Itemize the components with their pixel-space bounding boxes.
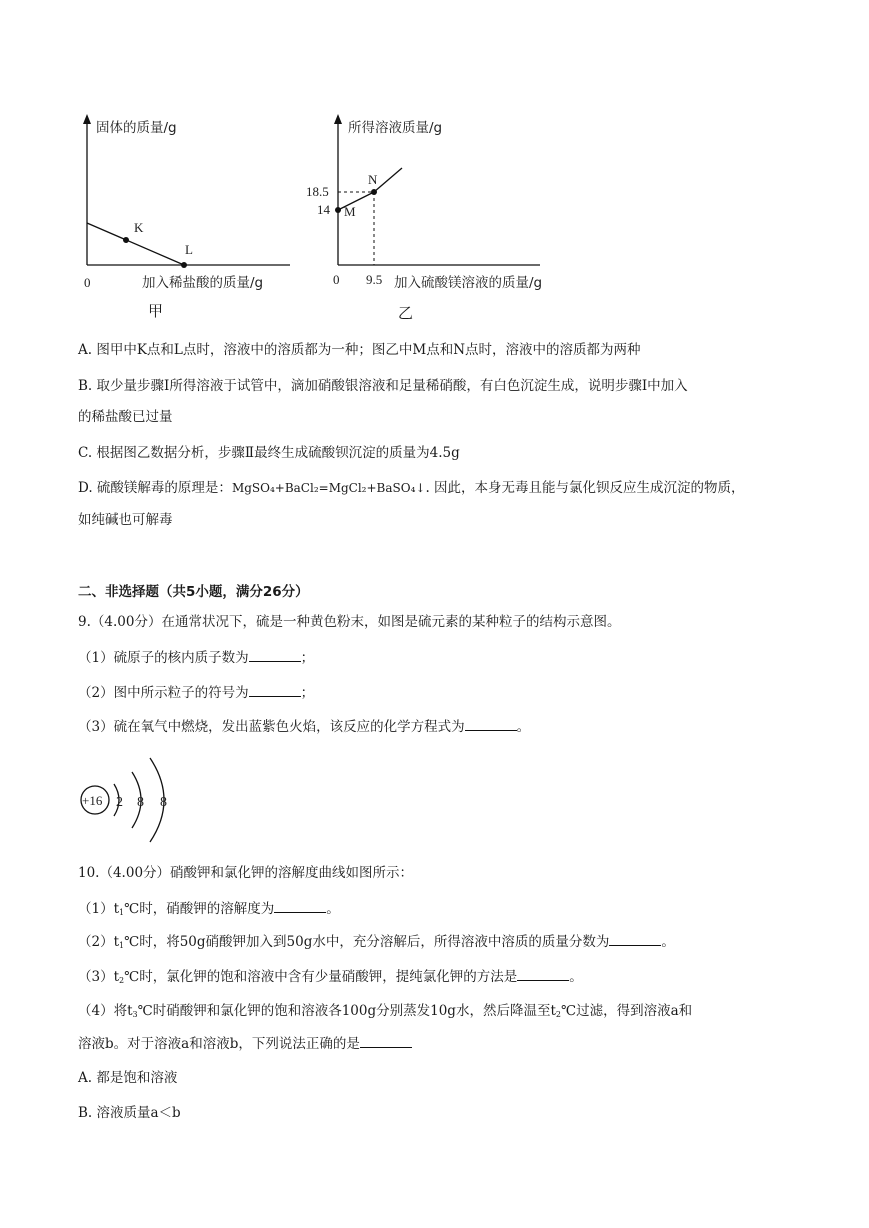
yi-line-2 bbox=[374, 168, 402, 192]
jia-label-k: K bbox=[134, 220, 144, 235]
option-b-cont: 的稀盐酸已过量 bbox=[78, 409, 173, 425]
q10-p1-pre: （1）t bbox=[78, 901, 120, 917]
shell-2-electrons: 8 bbox=[137, 795, 144, 810]
q9-part2 bbox=[78, 682, 314, 703]
option-d-cont: 如纯碱也可解毒 bbox=[78, 512, 173, 528]
graph-svg bbox=[60, 110, 600, 340]
shell-3-electrons: 8 bbox=[160, 795, 167, 810]
figure-graphs bbox=[60, 110, 600, 340]
q9-part1 bbox=[78, 647, 314, 668]
yi-origin: 0 bbox=[333, 272, 340, 287]
yi-label-m: M bbox=[344, 204, 356, 219]
q9-part3-text: （3）硫在氧气中燃烧，发出蓝紫色火焰，该反应的化学方程式为 bbox=[78, 719, 465, 735]
q10-part4 bbox=[78, 1001, 692, 1025]
q10-p4-sub2: 2 bbox=[555, 1010, 561, 1019]
q10-part1 bbox=[78, 898, 340, 923]
atom-svg bbox=[78, 752, 188, 848]
q10-p1-end: 。 bbox=[326, 901, 340, 917]
q10-part4-blank[interactable] bbox=[360, 1033, 412, 1048]
option-a: A. 图甲中K点和L点时，溶液中的溶质都为一种；图乙中M点和N点时，溶液中的溶质都为两种 bbox=[78, 342, 641, 358]
q10-p4-mid: ℃时硝酸钾和氯化钾的饱和溶液各100g分别蒸发10g水，然后降温至t bbox=[137, 1003, 556, 1019]
q9-part2-blank[interactable] bbox=[249, 682, 301, 697]
nucleus-label: +16 bbox=[82, 793, 103, 808]
caption-yi: 乙 bbox=[398, 304, 414, 322]
jia-point-l bbox=[181, 262, 187, 268]
q10-part4-cont bbox=[78, 1033, 412, 1054]
q10-p1-sub: 1 bbox=[119, 908, 125, 917]
q10-p4-pre: （4）将t bbox=[78, 1003, 133, 1019]
q9-part3-end: 。 bbox=[516, 719, 531, 735]
q10-option-b: B. 溶液质量a＜b bbox=[78, 1105, 181, 1121]
option-c: C. 根据图乙数据分析，步骤Ⅱ最终生成硫酸钡沉淀的质量为4.5g bbox=[78, 445, 460, 461]
q10-p3-post: ℃时，氯化钾的饱和溶液中含有少量硝酸钾，提纯氯化钾的方法是 bbox=[124, 969, 518, 985]
yi-tick-14: 14 bbox=[317, 202, 330, 217]
graph-yi bbox=[306, 114, 542, 291]
q10-p4-post: ℃过滤，得到溶液a和 bbox=[560, 1003, 693, 1019]
q9-part1-blank[interactable] bbox=[249, 647, 301, 662]
yi-xlabel: 加入硫酸镁溶液的质量/g bbox=[394, 275, 543, 291]
option-b: B. 取少量步骤Ⅰ所得溶液于试管中，滴加硝酸银溶液和足量稀硝酸，有白色沉淀生成，说明步骤Ⅰ中加入 bbox=[78, 378, 688, 394]
q9-part2-text: （2）图中所示粒子的符号为 bbox=[78, 685, 249, 701]
q10-part2-blank[interactable] bbox=[609, 931, 661, 946]
graph-jia bbox=[83, 114, 290, 291]
jia-origin: 0 bbox=[84, 275, 91, 290]
yi-y-arrow bbox=[334, 114, 342, 124]
q10-p3-pre: （3）t bbox=[78, 969, 120, 985]
q9-part3 bbox=[78, 716, 530, 737]
q10-part3-blank[interactable] bbox=[517, 966, 569, 981]
option-d bbox=[78, 478, 745, 498]
jia-ylabel: 固体的质量/g bbox=[96, 120, 177, 136]
option-d-pre: D. 硫酸镁解毒的原理是： bbox=[78, 480, 232, 496]
q9-stem: 9.（4.00分）在通常状况下，硫是一种黄色粉末，如图是硫元素的某种粒子的结构示意图。 bbox=[78, 614, 621, 630]
option-d-equation: MgSO₄+BaCl₂=MgCl₂+BaSO₄↓ bbox=[231, 481, 426, 495]
q10-p2-end: 。 bbox=[661, 934, 675, 950]
q10-p4-line2: 溶液b。对于溶液a和溶液b，下列说法正确的是 bbox=[78, 1036, 360, 1052]
yi-tick-9-5: 9.5 bbox=[366, 272, 383, 287]
jia-point-k bbox=[123, 237, 129, 243]
q10-part1-blank[interactable] bbox=[274, 898, 326, 913]
q9-part3-blank[interactable] bbox=[465, 716, 517, 731]
jia-label-l: L bbox=[185, 242, 193, 257]
q10-part2 bbox=[78, 931, 675, 956]
q10-p2-post: ℃时，将50g硝酸钾加入到50g水中，充分溶解后，所得溶液中溶质的质量分数为 bbox=[124, 934, 610, 950]
q10-p4-sub: 3 bbox=[132, 1010, 138, 1019]
q9-part1-text: （1）硫原子的核内质子数为 bbox=[78, 650, 249, 666]
q10-p2-pre: （2）t bbox=[78, 934, 120, 950]
yi-tick-18-5: 18.5 bbox=[306, 184, 329, 199]
q10-p3-end: 。 bbox=[569, 969, 583, 985]
jia-y-arrow bbox=[83, 114, 91, 124]
yi-ylabel: 所得溶液质量/g bbox=[348, 120, 443, 136]
option-d-post: . 因此，本身无毒且能与氯化钡反应生成沉淀的物质， bbox=[425, 480, 745, 496]
yi-point-n bbox=[371, 189, 377, 195]
q9-part2-end: ； bbox=[300, 685, 315, 701]
section-title: 二、非选择题（共5小题，满分26分） bbox=[78, 584, 309, 600]
sulfur-ion-diagram bbox=[78, 752, 188, 852]
q10-part3 bbox=[78, 966, 583, 991]
yi-label-n: N bbox=[368, 172, 378, 187]
q10-p2-sub: 1 bbox=[119, 941, 125, 950]
q9-part1-end: ； bbox=[300, 650, 315, 666]
q10-p3-sub: 2 bbox=[119, 976, 125, 985]
q10-option-a: A. 都是饱和溶液 bbox=[78, 1070, 178, 1086]
yi-point-m bbox=[335, 207, 341, 213]
q10-p1-post: ℃时，硝酸钾的溶解度为 bbox=[124, 901, 275, 917]
caption-jia: 甲 bbox=[148, 302, 164, 320]
shell-1-electrons: 2 bbox=[116, 795, 123, 810]
q10-stem: 10.（4.00分）硝酸钾和氯化钾的溶解度曲线如图所示： bbox=[78, 865, 414, 881]
jia-xlabel: 加入稀盐酸的质量/g bbox=[142, 275, 264, 291]
